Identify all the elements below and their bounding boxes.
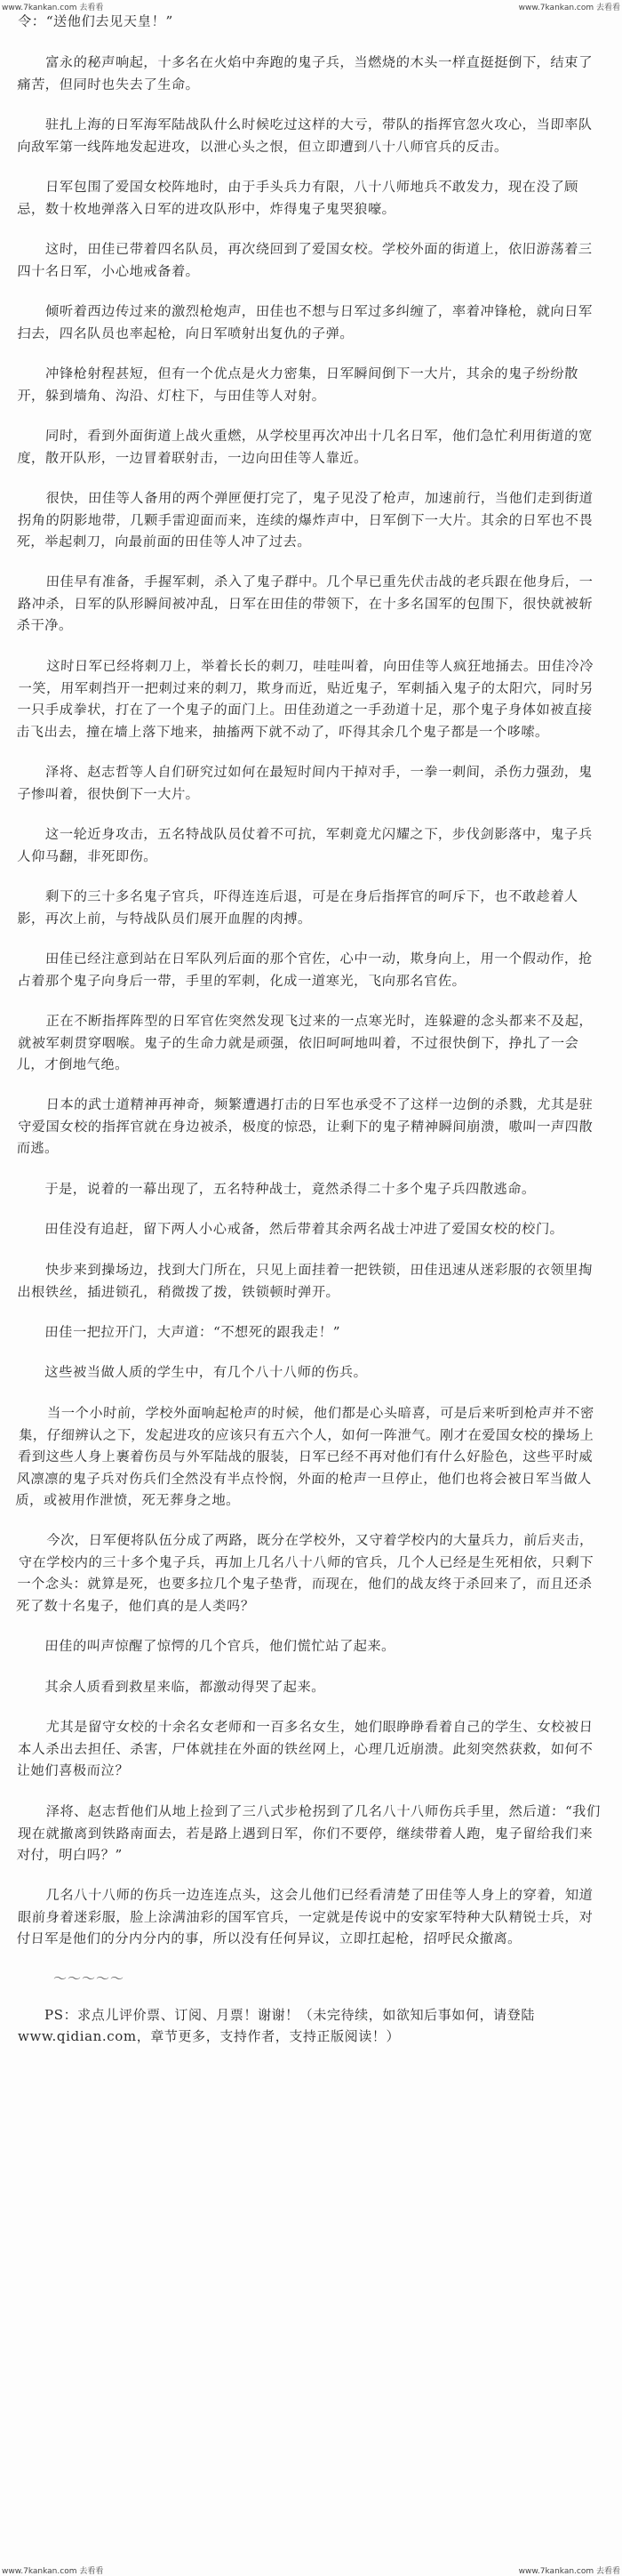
paragraph: 泽将、赵志哲等人自们研究过如何在最短时间内干掉对手，一拳一刺间，杀伤力强劲，鬼子惨叫着，很快倒下一大片。	[16, 763, 594, 801]
paragraph: 日本的武士道精神再神奇，频繁遭遇打击的日军也承受不了这样一边倒的杀戮，尤其是驻守爱国女校的指挥官就在身边被杀，极度的惊恐，让剩下的鬼子精神瞬间崩溃，嗷叫一声四散而逃。	[16, 1096, 594, 1156]
paragraph: 快步来到操场边，找到大门所在，只见上面挂着一把铁锁，田佳迅速从迷彩服的衣领里掏出根铁丝，插进锁孔，稍微拨了拨，铁锁顿时弹开。	[16, 1261, 594, 1299]
paragraph: 田佳一把拉开门，大声道：“不想死的跟我走！”	[44, 1323, 341, 1340]
paragraph: 倾听着西边传过来的激烈枪炮声，田佳也不想与日军过多纠缠了，率着冲锋枪，就向日军扫去，四名队员也率起枪，向日军喷射出复仇的子弹。	[16, 302, 594, 341]
paragraph: 泽将、赵志哲他们从地上捡到了三八式步枪拐到了几名八十八师伤兵手里，然后道：“我们现在就撤离到铁路南面去，若是路上遇到日军，你们不要停，继续带着人跑，鬼子留给我们来对付，明白吗？”	[16, 1802, 602, 1863]
paragraph: 同时，看到外面街道上战火重燃，从学校里再次冲出十几名日军，他们急忙利用街道的宽度，散开队形，一边冒着联射击，一边向田佳等人靠近。	[16, 427, 594, 465]
paragraph: 当一个小时前，学校外面响起枪声的时候，他们都是心头暗喜，可是后来听到枪声并不密集，仔细辨认之下，发起进攻的应该只有五六个人，如何一阵泄气。刚才在爱国女校的操场上看到这些人身上裹着伤员与外军陆战的服装，日军已经不再对他们有什么好脸色，这些平时威风凛凛的鬼子兵对伤兵们全然没有半点怜悯，外面的枪声一旦停止，他们也将会被日军当做人质，或被用作泄愤，死无葬身之地。	[14, 1404, 595, 1508]
top-watermark-left: www.7kankan.com 去看看	[2, 3, 104, 12]
paragraph: 令：“送他们去见天皇！”	[17, 13, 174, 29]
paragraph: 几名八十八师的伤兵一边连连点头，这会儿他们已经看清楚了田佳等人身上的穿着，知道眼前身着迷彩服，脸上涂满油彩的国军官兵，一定就是传说中的安家军特种大队精锐士兵，对付日军是他们的分内分内的事，所以没有任何异议，立即扛起枪，招呼民众撤离。	[16, 1887, 594, 1946]
paragraph: 很快，田佳等人备用的两个弹匣便打完了，鬼子见没了枪声，加速前行，当他们走到街道拐角的阴影地带，几颗手雷迎面而来，连续的爆炸声中，日军倒下一大片。其余的日军也不畏死，举起刺刀，向最前面的田佳等人冲了过去。	[16, 489, 594, 550]
paragraph: 这一轮近身攻击，五名特战队员仗着不可抗，军刺竟尤闪耀之下，步伐剑影落中，鬼子兵人仰马翻，非死即伤。	[16, 825, 594, 863]
top-watermark-right: www.7kankan.com 去看看	[518, 3, 620, 12]
paragraph: 这时日军已经将刺刀上，举着长长的刺刀，哇哇叫着，向田佳等人疯狂地捅去。田佳冷冷一笑，用军刺挡开一把刺过来的刺刀，欺身而近，贴近鬼子，军刺插入鬼子的太阳穴，同时另一只手成拳状，打在了一个鬼子的面门上。田佳劲道之一手劲道十足，那个鬼子身体如被直接击飞出去，撞在墙上落下地来，抽搐两下就不动了，吓得其余几个鬼子都是一个哆嗦。	[15, 657, 594, 739]
paragraph: 田佳的叫声惊醒了惊愕的几个官兵，他们慌忙站了起来。	[44, 1638, 396, 1654]
paragraph: 富永的秘声响起，十多名在火焰中奔跑的鬼子兵，当燃烧的木头一样直挺挺倒下，结束了痛苦，但同时也失去了生命。	[16, 53, 594, 92]
author-postscript: PS：求点儿评价票、订阅、月票！谢谢！（未完待续，如欲知后事如何，请登陆www.qidian.com，章节更多，支持作者，支持正版阅读！）	[18, 2006, 535, 2044]
bottom-watermark-left: www.7kankan.com 去看看	[2, 2566, 104, 2576]
paragraph: 尤其是留守女校的十余名女老师和一百多名女生，她们眼睁睁看着自己的学生、女校被日本人杀出去担任、杀害，尸体就挂在外面的铁丝网上，心理几近崩溃。此刻突然获救，如何不让她们喜极而泣？	[16, 1719, 594, 1778]
paragraph: 田佳没有追赶，留下两人小心戒备，然后带着其余两名战士冲进了爱国女校的校门。	[44, 1221, 565, 1237]
paragraph: 这些被当做人质的学生中，有几个八十八师的伤兵。	[44, 1364, 369, 1380]
paragraph: 其余人质看到救星来临，都激动得哭了起来。	[44, 1678, 326, 1695]
paragraph: 今次，日军便将队伍分成了两路，既分在学校外，又守着学校内的大量兵力，前后夹击，守在学校内的三十多个鬼子兵，再加上几名八十八师的官兵，几个人已经是生死相依，只剩下一个念头：就算是死，也要多拉几个鬼子垫背，而现在，他们的战友终于杀回来了，而且还杀死了数十名鬼子，他们真的是人类吗？	[15, 1532, 594, 1614]
paragraph: 驻扎上海的日军海军陆战队什么时候吃过这样的大亏，带队的指挥官忽火攻心，当即率队向敌军第一线阵地发起进攻，以泄心头之恨，但立即遭到八十八师官兵的反击。	[16, 116, 594, 154]
paragraph: 正在不断指挥阵型的日军官佐突然发现飞过来的一点寒光时，连躲避的念头都来不及起，就被军刺贯穿咽喉。鬼子的生命力就是顽强，依旧呵呵地叫着，不过很快倒下，挣扎了一会儿，才倒地气绝。	[16, 1012, 594, 1072]
paragraph: 这时，田佳已带着四名队员，再次绕回到了爱国女校。学校外面的街道上，依旧游荡着三四十名日军，小心地戒备着。	[16, 240, 594, 278]
chapter-body	[0, 11, 622, 2047]
paragraph: 冲锋枪射程甚短，但有一个优点是火力密集，日军瞬间倒下一大片，其余的鬼子纷纷散开，躲到墙角、沟沿、灯柱下，与田佳等人对射。	[16, 365, 579, 403]
paragraph: 于是，说着的一幕出现了，五名特种战士，竟然杀得二十多个鬼子兵四散逃命。	[44, 1180, 537, 1197]
section-separator: ～～～～～	[53, 1970, 125, 1986]
paragraph: 日军包围了爱国女校阵地时，由于手头兵力有限，八十八师地兵不敢发力，现在没了顾忌，数十枚地弹落入日军的进攻队形中，炸得鬼子鬼哭狼嚎。	[16, 178, 579, 216]
bottom-watermark	[0, 2564, 622, 2576]
paragraph: 田佳已经注意到站在日军队列后面的那个官佐，心中一动，欺身向上，用一个假动作，抢占着那个鬼子向身后一带，手里的军刺，化成一道寒光，飞向那名官佐。	[16, 950, 594, 988]
bottom-watermark-right: www.7kankan.com 去看看	[518, 2566, 620, 2576]
paragraph: 剩下的三十多名鬼子官兵，吓得连连后退，可是在身后指挥官的呵斥下，也不敢趁着人影，再次上前，与特战队员们展开血腥的肉搏。	[16, 887, 579, 926]
paragraph: 田佳早有准备，手握军刺，杀入了鬼子群中。几个早已重先伏击战的老兵跟在他身后，一路冲杀，日军的队形瞬间被冲乱，日军在田佳的带领下，在十多名国军的包围下，很快就被斩杀干净。	[16, 574, 594, 633]
